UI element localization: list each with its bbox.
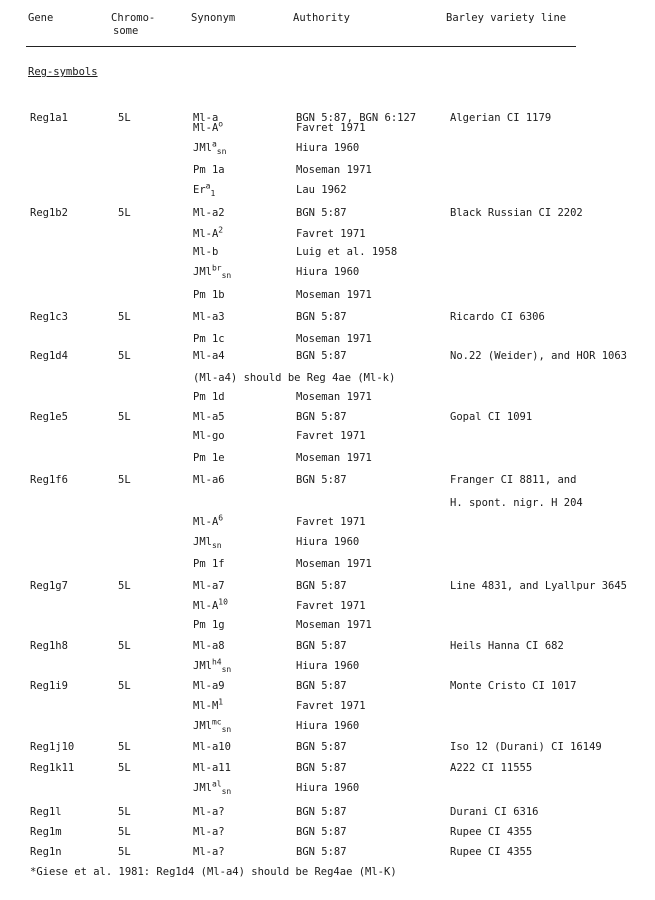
gene-symbol: Reg1h8 — [30, 640, 68, 652]
synonym-superscript: o — [218, 119, 224, 129]
synonym — [193, 640, 225, 652]
chromosome-arm: 5L — [118, 112, 131, 124]
synonym-text: Pm 1f — [193, 558, 225, 570]
barley-variety: Durani CI 6316 — [450, 806, 539, 818]
synonym — [193, 139, 227, 157]
synonym — [193, 452, 225, 464]
synonym-text: Ml-a — [193, 112, 219, 124]
synonym-text: Er — [193, 184, 206, 196]
chromosome-arm: 5L — [118, 846, 131, 858]
authority: Favret 1971 — [296, 600, 366, 612]
synonym — [193, 119, 224, 134]
synonym-superscript: 6 — [218, 513, 224, 523]
authority: BGN 5:87 — [296, 846, 347, 858]
synonym-text: Ml-a11 — [193, 762, 231, 774]
authority: Favret 1971 — [296, 516, 366, 528]
authority: Luig et al. 1958 — [296, 246, 398, 258]
chromosome-arm: 5L — [118, 411, 131, 423]
gene-symbol: Reg1m — [30, 826, 62, 838]
synonym-text: Pm 1a — [193, 164, 225, 176]
gene-symbol: Reg1a1 — [30, 112, 68, 124]
synonym-text: Pm 1e — [193, 452, 225, 464]
authority: Favret 1971 — [296, 228, 366, 240]
synonym — [193, 411, 225, 423]
gene-symbol: Reg1k11 — [30, 762, 75, 774]
section-title: Reg-symbols — [28, 66, 98, 78]
barley-variety: Franger CI 8811, and — [450, 474, 577, 486]
synonym-text: (Ml-a4) should be Reg 4ae (Ml-k) — [193, 372, 396, 384]
synonym — [193, 350, 225, 362]
synonym-text: Ml-a3 — [193, 311, 225, 323]
chromosome-arm: 5L — [118, 680, 131, 692]
header-rule — [26, 46, 576, 47]
synonym-subscript: sn — [221, 271, 232, 281]
synonym — [193, 826, 225, 838]
gene-symbol: Reg1e5 — [30, 411, 68, 423]
synonym-text: Ml-a8 — [193, 640, 225, 652]
synonym-text: JMl — [193, 720, 212, 732]
synonym — [193, 597, 228, 612]
synonym — [193, 580, 225, 592]
synonym — [193, 680, 225, 692]
synonym-superscript: br — [211, 263, 222, 273]
chromosome-arm: 5L — [118, 311, 131, 323]
authority: BGN 5:87 — [296, 350, 347, 362]
synonym-text: Ml-A — [193, 228, 219, 240]
synonym-superscript: a — [211, 139, 217, 149]
gene-symbol: Reg1n — [30, 846, 62, 858]
barley-variety: Iso 12 (Durani) CI 16149 — [450, 741, 602, 753]
synonym-text: JMl — [193, 142, 212, 154]
authority: Favret 1971 — [296, 122, 366, 134]
synonym-superscript: al — [211, 779, 222, 789]
synonym-text: Ml-a? — [193, 806, 225, 818]
authority: Moseman 1971 — [296, 452, 372, 464]
gene-symbol: Reg1i9 — [30, 680, 68, 692]
synonym-text: Ml-b — [193, 246, 219, 258]
synonym — [193, 741, 231, 753]
authority: Hiura 1960 — [296, 536, 360, 548]
synonym — [193, 164, 225, 176]
authority: BGN 5:87 — [296, 806, 347, 818]
synonym-text: Ml-A — [193, 600, 219, 612]
authority: BGN 5:87 — [296, 474, 347, 486]
synonym — [193, 207, 225, 219]
synonym-text: Pm 1d — [193, 391, 225, 403]
header-chromosome-1: Chromo- — [111, 12, 156, 24]
authority: Moseman 1971 — [296, 333, 372, 345]
synonym-superscript: 10 — [218, 597, 228, 607]
authority: BGN 5:87 — [296, 411, 347, 423]
authority: BGN 5:87 — [296, 207, 347, 219]
authority: Moseman 1971 — [296, 289, 372, 301]
authority: Hiura 1960 — [296, 266, 360, 278]
synonym — [193, 333, 225, 345]
barley-variety: A222 CI 11555 — [450, 762, 533, 774]
gene-symbol: Reg1b2 — [30, 207, 68, 219]
synonym-text: JMl — [193, 266, 212, 278]
authority: Hiura 1960 — [296, 720, 360, 732]
chromosome-arm: 5L — [118, 806, 131, 818]
authority: Moseman 1971 — [296, 619, 372, 631]
gene-symbol: Reg1j10 — [30, 741, 75, 753]
synonym — [193, 846, 225, 858]
chromosome-arm: 5L — [118, 580, 131, 592]
authority: BGN 5:87 — [296, 826, 347, 838]
gene-symbol: Reg1d4 — [30, 350, 68, 362]
synonym-text: Ml-A — [193, 516, 219, 528]
chromosome-arm: 5L — [118, 350, 131, 362]
chromosome-arm: 5L — [118, 762, 131, 774]
synonym — [193, 289, 225, 301]
synonym-subscript: sn — [211, 541, 222, 551]
header-gene: Gene — [28, 12, 54, 24]
synonym — [193, 430, 225, 442]
authority: Hiura 1960 — [296, 142, 360, 154]
barley-variety: Rupee CI 4355 — [450, 826, 533, 838]
synonym-text: Pm 1b — [193, 289, 225, 301]
barley-variety: Ricardo CI 6306 — [450, 311, 545, 323]
chromosome-arm: 5L — [118, 207, 131, 219]
authority: BGN 5:87 — [296, 640, 347, 652]
synonym — [193, 697, 224, 712]
authority: BGN 5:87 — [296, 762, 347, 774]
synonym — [193, 806, 225, 818]
authority: Favret 1971 — [296, 700, 366, 712]
synonym-superscript: 2 — [218, 225, 224, 235]
synonym-subscript: 1 — [210, 189, 216, 199]
synonym-text: JMl — [193, 782, 212, 794]
barley-variety: Line 4831, and Lyallpur 3645 — [450, 580, 628, 592]
synonym — [193, 246, 218, 258]
synonym-text: Ml-a2 — [193, 207, 225, 219]
authority: BGN 5:87 — [296, 580, 347, 592]
authority: BGN 5:87 — [296, 741, 347, 753]
gene-symbol: Reg1l — [30, 806, 62, 818]
synonym-text: Ml-a? — [193, 826, 225, 838]
synonym — [193, 657, 232, 675]
synonym-text: Ml-a5 — [193, 411, 225, 423]
footnote: *Giese et al. 1981: Reg1d4 (Ml-a4) should be Reg4ae (Ml-K) — [30, 866, 397, 878]
synonym — [193, 372, 395, 384]
barley-variety: Black Russian CI 2202 — [450, 207, 583, 219]
authority: BGN 5:87, BGN 6:127 — [296, 112, 417, 124]
synonym — [193, 474, 225, 486]
synonym-text: Pm 1g — [193, 619, 225, 631]
synonym — [193, 762, 231, 774]
synonym — [193, 391, 225, 403]
synonym-subscript: sn — [216, 147, 227, 157]
barley-variety: H. spont. nigr. H 204 — [450, 497, 583, 509]
header-barley-variety: Barley variety line — [446, 12, 567, 24]
synonym — [193, 619, 225, 631]
chromosome-arm: 5L — [118, 826, 131, 838]
synonym-subscript: sn — [221, 665, 232, 675]
authority: BGN 5:87 — [296, 680, 347, 692]
synonym-superscript: mc — [211, 717, 222, 727]
chromosome-arm: 5L — [118, 474, 131, 486]
barley-variety: Heils Hanna CI 682 — [450, 640, 564, 652]
synonym — [193, 779, 232, 797]
synonym-text: Ml-go — [193, 430, 225, 442]
authority: Hiura 1960 — [296, 782, 360, 794]
header-chromosome-2: some — [113, 25, 139, 37]
barley-variety: Algerian CI 1179 — [450, 112, 552, 124]
authority: Hiura 1960 — [296, 660, 360, 672]
authority: BGN 5:87 — [296, 311, 347, 323]
chromosome-arm: 5L — [118, 640, 131, 652]
synonym-text: Ml-a? — [193, 846, 225, 858]
synonym — [193, 558, 225, 570]
synonym-text: Ml-a7 — [193, 580, 225, 592]
synonym-text: Ml-a4 — [193, 350, 225, 362]
authority: Moseman 1971 — [296, 391, 372, 403]
authority: Moseman 1971 — [296, 164, 372, 176]
barley-variety: Monte Cristo CI 1017 — [450, 680, 577, 692]
synonym-superscript: h4 — [211, 657, 222, 667]
synonym-text: Ml-a6 — [193, 474, 225, 486]
header-authority: Authority — [293, 12, 350, 24]
synonym-superscript: a — [205, 181, 211, 191]
synonym-superscript: 1 — [218, 697, 224, 707]
synonym-text: Pm 1c — [193, 333, 225, 345]
header-synonym: Synonym — [191, 12, 236, 24]
synonym-text: Ml-a9 — [193, 680, 225, 692]
synonym-text: Ml-a10 — [193, 741, 231, 753]
chromosome-arm: 5L — [118, 741, 131, 753]
synonym — [193, 263, 232, 281]
synonym — [193, 181, 216, 199]
synonym-subscript: sn — [221, 787, 232, 797]
synonym — [193, 536, 222, 551]
synonym — [193, 225, 224, 240]
barley-variety: No.22 (Weider), and HOR 1063 — [450, 350, 628, 362]
synonym — [193, 311, 225, 323]
authority: Moseman 1971 — [296, 558, 372, 570]
barley-variety: Rupee CI 4355 — [450, 846, 533, 858]
synonym-text: JMl — [193, 536, 212, 548]
gene-symbol: Reg1c3 — [30, 311, 68, 323]
synonym-text: Ml-A — [193, 122, 219, 134]
synonym-text: Ml-M — [193, 700, 219, 712]
gene-symbol: Reg1g7 — [30, 580, 68, 592]
synonym — [193, 717, 232, 735]
authority: Favret 1971 — [296, 430, 366, 442]
barley-variety: Gopal CI 1091 — [450, 411, 533, 423]
synonym-text: JMl — [193, 660, 212, 672]
authority: Lau 1962 — [296, 184, 347, 196]
gene-symbol: Reg1f6 — [30, 474, 68, 486]
synonym-subscript: sn — [221, 725, 232, 735]
synonym — [193, 513, 224, 528]
